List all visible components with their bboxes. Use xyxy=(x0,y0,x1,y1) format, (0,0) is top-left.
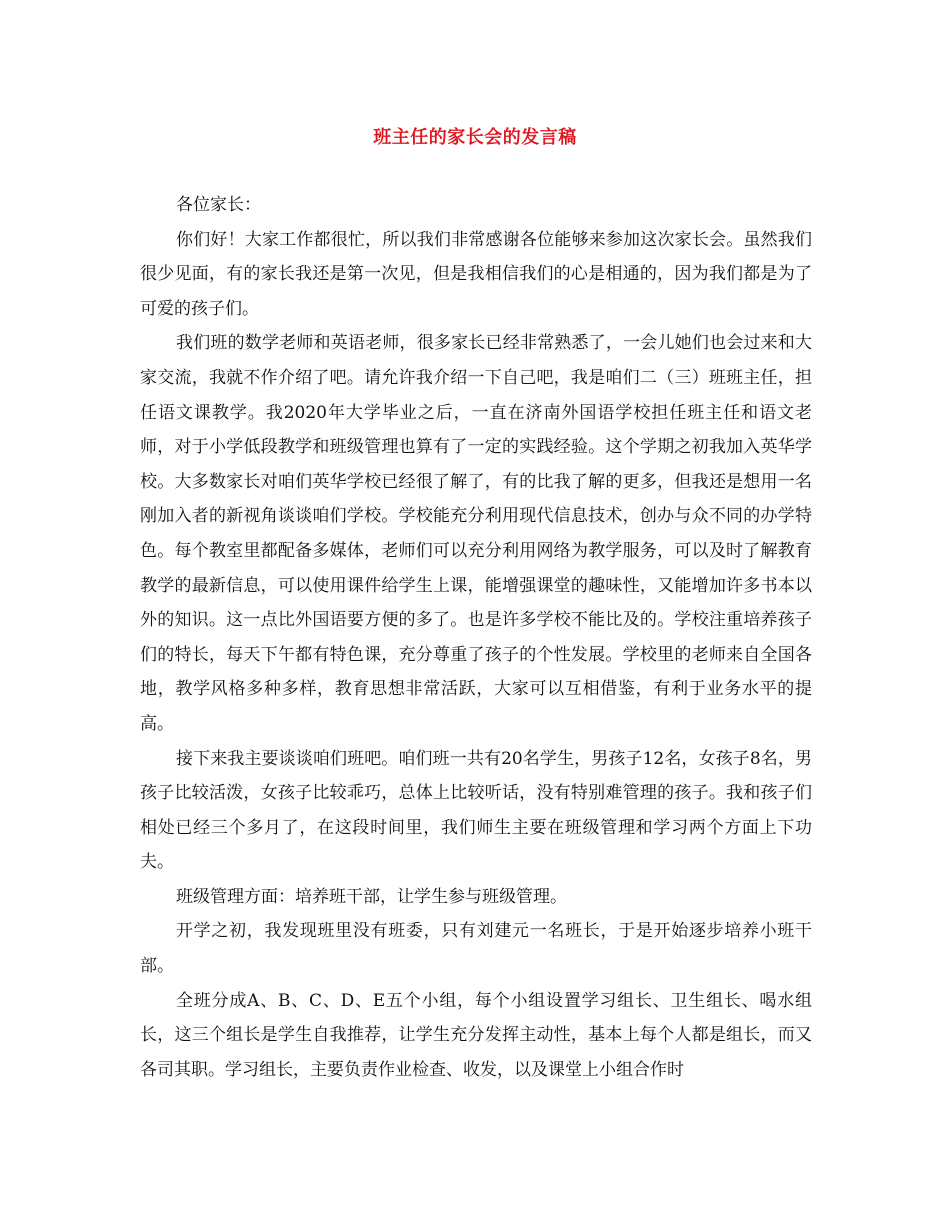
paragraph-greeting: 你们好！大家工作都很忙，所以我们非常感谢各位能够来参加这次家长会。虽然我们很少见面，有的家长我还是第一次见，但是我相信我们的心是相通的，因为我们都是为了可爱的孩子们。 xyxy=(140,229,812,319)
paragraph-class-overview: 接下来我主要谈谈咱们班吧。咱们班一共有20名学生，男孩子12名，女孩子8名，男孩子比较活泼，女孩子比较乖巧，总体上比较听话，没有特别难管理的孩子。我和孩子们相处已经三个多月了，在这段时间里，我们师生主要在班级管理和学习两个方面上下功夫。 xyxy=(140,748,812,873)
document-title: 班主任的家长会的发言稿 xyxy=(373,127,577,148)
paragraph-semester-start: 开学之初，我发现班里没有班委，只有刘建元一名班长，于是开始逐步培养小班干部。 xyxy=(140,921,812,977)
paragraph-management-heading: 班级管理方面：培养班干部，让学生参与班级管理。 xyxy=(176,886,567,907)
paragraph-salutation: 各位家长： xyxy=(176,195,261,215)
paragraph-groups: 全班分成A、B、C、D、E五个小组，每个小组设置学习组长、卫生组长、喝水组长，这三个组长是学生自我推荐，让学生充分发挥主动性，基本上每个人都是组长，而又各司其职。学习组长，主要负责作业检查、收发，以及课堂上小组合作时 xyxy=(140,990,812,1080)
paragraph-teacher-intro: 我们班的数学老师和英语老师，很多家长已经非常熟悉了，一会儿她们也会过来和大家交流，我就不作介绍了吧。请允许我介绍一下自己吧，我是咱们二（三）班班主任，担任语文课教学。我2020年大学毕业之后，一直在济南外国语学校担任班主任和语文老师，对于小学低段教学和班级管理也算有了一定的实践经验。这个学期之初我加入英华学校。大多数家长对咱们英华学校已经很了解了，有的比我了解的更多，但我还是想用一名刚加入者的新视角谈谈咱们学校。学校能充分利用现代信息技术，创办与众不同的办学特色。每个教室里都配备多媒体，老师们可以充分利用网络为教学服务，可以及时了解教育教学的最新信息，可以使用课件给学生上课，能增强课堂的趣味性，又能增加许多书本以外的知识。这一点比外国语要方便的多了。也是许多学校不能比及的。学校注重培养孩子们的特长，每天下午都有特色课，充分尊重了孩子的个性发展。学校里的老师来自全国各地，教学风格多种多样，教育思想非常活跃，大家可以互相借鉴，有利于业务水平的提高。 xyxy=(140,333,812,734)
document-body xyxy=(140,188,812,1087)
